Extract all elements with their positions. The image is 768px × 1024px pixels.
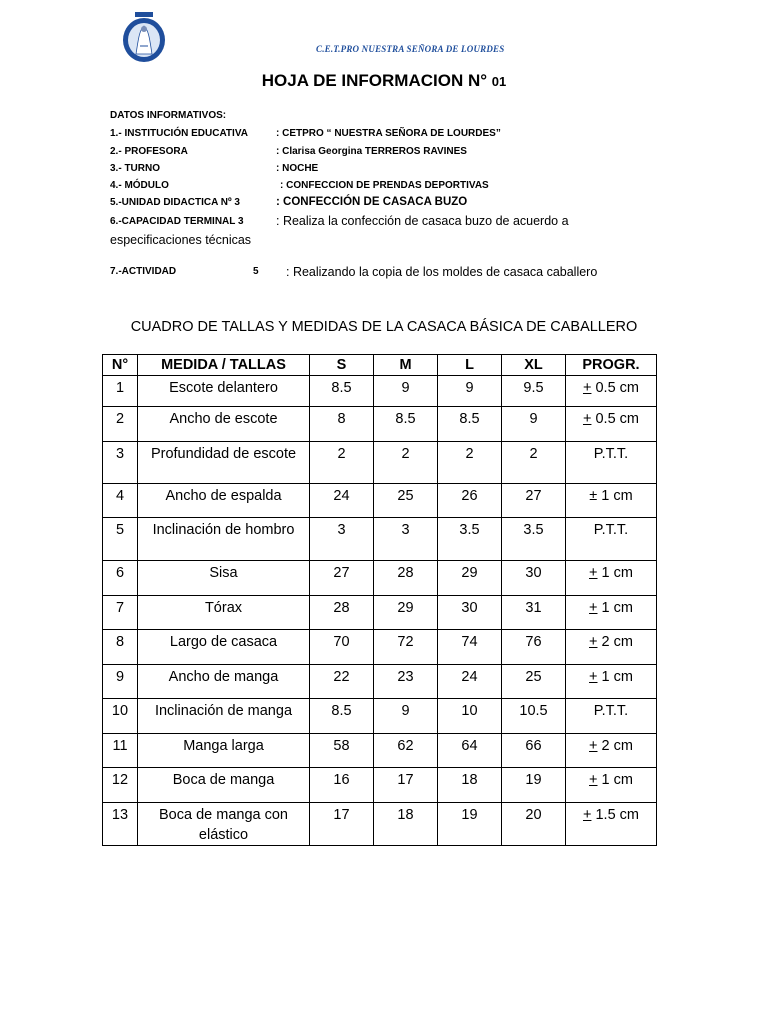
row-l: 24 — [438, 665, 502, 699]
row-m: 72 — [374, 630, 438, 665]
progr-sign: + — [589, 669, 598, 685]
row-m: 9 — [374, 376, 438, 407]
row-s: 8.5 — [310, 699, 374, 734]
datos-value: : NOCHE — [276, 163, 319, 174]
row-xl: 9 — [502, 407, 566, 442]
row-progr — [566, 596, 657, 630]
row-l: 2 — [438, 442, 502, 484]
row-medida: Boca de manga con elástico — [138, 803, 310, 846]
datos-label: 4.- MÓDULO — [110, 180, 169, 191]
progr-value: ± 1 cm — [589, 488, 633, 504]
table-row — [103, 665, 657, 699]
datos-heading: DATOS INFORMATIVOS: — [110, 110, 227, 121]
row-xl: 27 — [502, 484, 566, 518]
row-medida: Profundidad de escote — [138, 442, 310, 484]
datos-label: 1.- INSTITUCIÓN EDUCATIVA — [110, 128, 248, 139]
row-xl: 20 — [502, 803, 566, 846]
row-l: 64 — [438, 734, 502, 768]
progr-sign: + — [589, 772, 598, 788]
progr-sign: + — [582, 807, 592, 823]
table-caption: CUADRO DE TALLAS Y MEDIDAS DE LA CASACA BÁSICA DE CABALLERO — [130, 319, 638, 335]
row-progr — [566, 699, 657, 734]
row-l: 26 — [438, 484, 502, 518]
row-number: 4 — [103, 484, 138, 518]
row-progr — [566, 442, 657, 484]
table-row — [103, 484, 657, 518]
progr-value: 0.5 cm — [591, 380, 639, 396]
datos-label: 5.-UNIDAD DIDACTICA Nº 3 — [110, 197, 240, 208]
row-number: 11 — [103, 734, 138, 768]
progr-value: 1 cm — [597, 565, 633, 581]
progr-value: 2 cm — [597, 634, 633, 650]
row-l: 29 — [438, 561, 502, 596]
table-row — [103, 803, 657, 846]
table-row — [103, 376, 657, 407]
progr-sign: + — [589, 600, 598, 616]
header-l: L — [438, 355, 502, 376]
row-m: 28 — [374, 561, 438, 596]
row-number: 7 — [103, 596, 138, 630]
row-m: 29 — [374, 596, 438, 630]
progr-value: 1 cm — [597, 772, 633, 788]
row-s: 70 — [310, 630, 374, 665]
row-l: 74 — [438, 630, 502, 665]
school-logo — [121, 12, 167, 64]
row-medida: Escote delantero — [138, 376, 310, 407]
row-xl: 31 — [502, 596, 566, 630]
table-row — [103, 561, 657, 596]
progr-sign: + — [589, 634, 598, 650]
progr-sign: + — [582, 411, 592, 427]
row-medida: Boca de manga — [138, 768, 310, 803]
row-s: 17 — [310, 803, 374, 846]
row-m: 62 — [374, 734, 438, 768]
row-xl: 25 — [502, 665, 566, 699]
datos-value: : Realiza la confección de casaca buzo de acuerdo a — [276, 214, 569, 228]
row-progr — [566, 630, 657, 665]
table-row — [103, 699, 657, 734]
row-progr — [566, 665, 657, 699]
table-row — [103, 734, 657, 768]
table-row — [103, 768, 657, 803]
row-s: 8.5 — [310, 376, 374, 407]
table-row — [103, 630, 657, 665]
row-medida: Largo de casaca — [138, 630, 310, 665]
row-m: 23 — [374, 665, 438, 699]
progr-value: 1.5 cm — [591, 807, 639, 823]
datos-row-6-continuation: especificaciones técnicas — [110, 233, 252, 247]
row-medida: Sisa — [138, 561, 310, 596]
row-progr — [566, 484, 657, 518]
row-progr — [566, 734, 657, 768]
row-l: 3.5 — [438, 518, 502, 561]
row-xl: 19 — [502, 768, 566, 803]
row-progr — [566, 518, 657, 561]
row-progr — [566, 561, 657, 596]
row-xl: 30 — [502, 561, 566, 596]
progr-sign: + — [589, 738, 598, 754]
row-l: 10 — [438, 699, 502, 734]
header-m: M — [374, 355, 438, 376]
row-xl: 2 — [502, 442, 566, 484]
row-s: 3 — [310, 518, 374, 561]
row-l: 18 — [438, 768, 502, 803]
row-s: 58 — [310, 734, 374, 768]
row-m: 3 — [374, 518, 438, 561]
row-s: 2 — [310, 442, 374, 484]
row-progr — [566, 376, 657, 407]
table-header-row — [103, 355, 657, 376]
row-progr — [566, 407, 657, 442]
progr-value: 1 cm — [597, 669, 633, 685]
row-xl: 10.5 — [502, 699, 566, 734]
row-number: 6 — [103, 561, 138, 596]
row-number: 2 — [103, 407, 138, 442]
datos-label: 2.- PROFESORA — [110, 146, 188, 157]
title-text: HOJA DE INFORMACION N° — [261, 71, 488, 90]
row-number: 10 — [103, 699, 138, 734]
datos-label: 3.- TURNO — [110, 163, 160, 174]
datos-value: : CONFECCION DE PRENDAS DEPORTIVAS — [280, 180, 489, 191]
header-progr: PROGR. — [566, 355, 657, 376]
row-s: 8 — [310, 407, 374, 442]
row-number: 5 — [103, 518, 138, 561]
header-s: S — [310, 355, 374, 376]
row-medida: Inclinación de hombro — [138, 518, 310, 561]
row-s: 22 — [310, 665, 374, 699]
row-l: 19 — [438, 803, 502, 846]
row-m: 18 — [374, 803, 438, 846]
row-progr — [566, 803, 657, 846]
row-l: 9 — [438, 376, 502, 407]
header-number: N° — [103, 355, 138, 376]
datos-value: : CONFECCIÓN DE CASACA BUZO — [276, 196, 468, 208]
row-s: 28 — [310, 596, 374, 630]
row-medida: Ancho de espalda — [138, 484, 310, 518]
row-xl: 76 — [502, 630, 566, 665]
datos-value: : Clarisa Georgina TERREROS RAVINES — [276, 146, 467, 157]
progr-sign: + — [582, 380, 592, 396]
row-number: 3 — [103, 442, 138, 484]
row-number: 1 — [103, 376, 138, 407]
progr-value: P.T.T. — [593, 522, 629, 538]
progr-value: 1 cm — [597, 600, 633, 616]
progr-sign: + — [589, 565, 598, 581]
row-medida: Ancho de manga — [138, 665, 310, 699]
row-medida: Inclinación de manga — [138, 699, 310, 734]
row-number: 13 — [103, 803, 138, 846]
row-m: 25 — [374, 484, 438, 518]
table-row — [103, 596, 657, 630]
row-medida: Manga larga — [138, 734, 310, 768]
progr-value: P.T.T. — [593, 446, 629, 462]
datos-label: 6.-CAPACIDAD TERMINAL 3 — [110, 216, 244, 227]
school-name: C.E.T.PRO NUESTRA SEÑORA DE LOURDES — [316, 44, 505, 54]
row-s: 16 — [310, 768, 374, 803]
row-number: 12 — [103, 768, 138, 803]
title-number: 01 — [491, 74, 507, 89]
row-medida: Ancho de escote — [138, 407, 310, 442]
row-progr — [566, 768, 657, 803]
header-medida: MEDIDA / TALLAS — [138, 355, 310, 376]
progr-value: 0.5 cm — [591, 411, 639, 427]
row-m: 8.5 — [374, 407, 438, 442]
datos-value: : CETPRO “ NUESTRA SEÑORA DE LOURDES” — [276, 128, 501, 139]
row-l: 8.5 — [438, 407, 502, 442]
table-row — [103, 518, 657, 561]
header-xl: XL — [502, 355, 566, 376]
row-m: 9 — [374, 699, 438, 734]
page-title — [0, 71, 768, 91]
sizes-table — [102, 354, 657, 846]
table-row — [103, 407, 657, 442]
row-l: 30 — [438, 596, 502, 630]
table-row — [103, 442, 657, 484]
datos-label: 7.-ACTIVIDAD — [110, 266, 177, 277]
row-number: 8 — [103, 630, 138, 665]
progr-value: 2 cm — [597, 738, 633, 754]
row-xl: 9.5 — [502, 376, 566, 407]
datos-value: : Realizando la copia de los moldes de casaca caballero — [286, 265, 598, 279]
row-m: 17 — [374, 768, 438, 803]
row-number: 9 — [103, 665, 138, 699]
row-xl: 3.5 — [502, 518, 566, 561]
row-xl: 66 — [502, 734, 566, 768]
row-s: 27 — [310, 561, 374, 596]
datos-number: 5 — [253, 266, 259, 277]
progr-value: P.T.T. — [593, 703, 629, 719]
row-m: 2 — [374, 442, 438, 484]
row-s: 24 — [310, 484, 374, 518]
row-medida: Tórax — [138, 596, 310, 630]
